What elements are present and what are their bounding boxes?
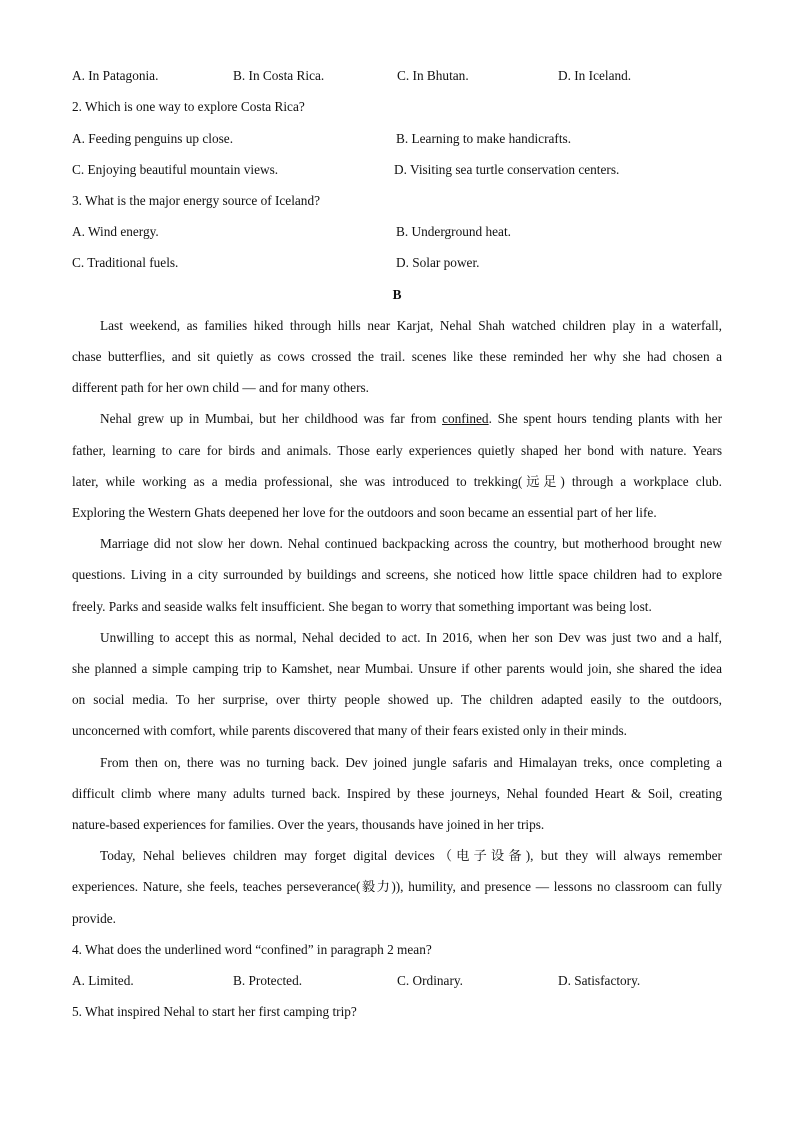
- q4-option-d: D. Satisfactory.: [558, 973, 641, 988]
- q4-option-a: A. Limited.: [72, 973, 134, 988]
- q3-stem: 3. What is the major energy source of Iceland?: [72, 193, 320, 208]
- q2-option-b: B. Learning to make handicrafts.: [396, 131, 572, 146]
- p3-line-1: Marriage did not slow her down. Nehal continued backpacking across the country, but motherhood brought new: [100, 536, 722, 551]
- p1-line-2: chase butterflies, and sit quietly as cows crossed the trail. scenes like these reminded her why she had chosen a: [72, 349, 722, 364]
- q3-option-a: A. Wind energy.: [72, 224, 159, 239]
- q4-option-c: C. Ordinary.: [397, 973, 463, 988]
- q2-stem: 2. Which is one way to explore Costa Rica?: [72, 99, 305, 114]
- p2-line-1-pre: Nehal grew up in Mumbai, but her childhood was far from: [100, 411, 443, 426]
- p4-line-4: unconcerned with comfort, while parents discovered that many of their fears existed only in their minds.: [72, 723, 627, 738]
- q3-option-b: B. Underground heat.: [396, 224, 511, 239]
- p5-line-1: From then on, there was no turning back. Dev joined jungle safaris and Himalayan treks, once completing a: [100, 755, 722, 770]
- q4-option-b: B. Protected.: [233, 973, 303, 988]
- p6-line-1: Today, Nehal believes children may forget digital devices（电子设备), but they will always remember: [100, 848, 722, 863]
- p2-line-3: later, while working as a media professional, she was introduced to trekking(远足) through a workplace club.: [72, 474, 722, 489]
- q1-option-b: B. In Costa Rica.: [233, 68, 325, 83]
- p1-line-1: Last weekend, as families hiked through hills near Karjat, Nehal Shah watched children play in a waterfall,: [100, 318, 722, 333]
- q3-option-d: D. Solar power.: [396, 255, 480, 270]
- p1-line-3: different path for her own child — and for many others.: [72, 380, 369, 395]
- q2-option-d: D. Visiting sea turtle conservation centers.: [394, 162, 620, 177]
- p5-line-2: difficult climb where many adults turned back. Inspired by these journeys, Nehal founded Heart & Soil, creating: [72, 786, 722, 801]
- q1-option-a: A. In Patagonia.: [72, 68, 159, 83]
- p3-line-2: questions. Living in a city surrounded by buildings and screens, she noticed how little space children had to explore: [72, 567, 722, 582]
- q3-option-c: C. Traditional fuels.: [72, 255, 179, 270]
- q2-option-a: A. Feeding penguins up close.: [72, 131, 234, 146]
- p2-line-2: father, learning to care for birds and animals. Those early experiences quietly shaped her bond with nature. Years: [72, 443, 722, 458]
- p4-line-2: she planned a simple camping trip to Kamshet, near Mumbai. Unsure if other parents would join, she shared the idea: [72, 661, 722, 676]
- p3-line-3: freely. Parks and seaside walks felt insufficient. She began to worry that something important was being lost.: [72, 599, 652, 614]
- p6-line-2: experiences. Nature, she feels, teaches perseverance(毅力)), humility, and presence — lessons no classroom can fully: [72, 879, 722, 894]
- p2-line-4: Exploring the Western Ghats deepened her love for the outdoors and soon became an essential part of her life.: [72, 505, 657, 520]
- q5-stem: 5. What inspired Nehal to start her first camping trip?: [72, 1004, 357, 1019]
- p4-line-1: Unwilling to accept this as normal, Nehal decided to act. In 2016, when her son Dev was just two and a half,: [100, 630, 722, 645]
- p2-line-1-post: . She spent hours tending plants with her: [488, 411, 722, 426]
- p6-line-3: provide.: [72, 911, 116, 926]
- p4-line-3: on social media. To her surprise, over thirty people showed up. The children adapted easily to the outdoors,: [72, 692, 722, 707]
- underlined-word: confined: [442, 411, 489, 426]
- q2-option-c: C. Enjoying beautiful mountain views.: [72, 162, 279, 177]
- q1-option-c: C. In Bhutan.: [397, 68, 469, 83]
- q4-stem: 4. What does the underlined word “confined” in paragraph 2 mean?: [72, 942, 432, 957]
- p5-line-3: nature-based experiences for families. Over the years, thousands have joined in her trips.: [72, 817, 545, 832]
- q1-option-d: D. In Iceland.: [558, 68, 632, 83]
- p2-line-1: [100, 411, 722, 427]
- section-label: B: [392, 287, 402, 302]
